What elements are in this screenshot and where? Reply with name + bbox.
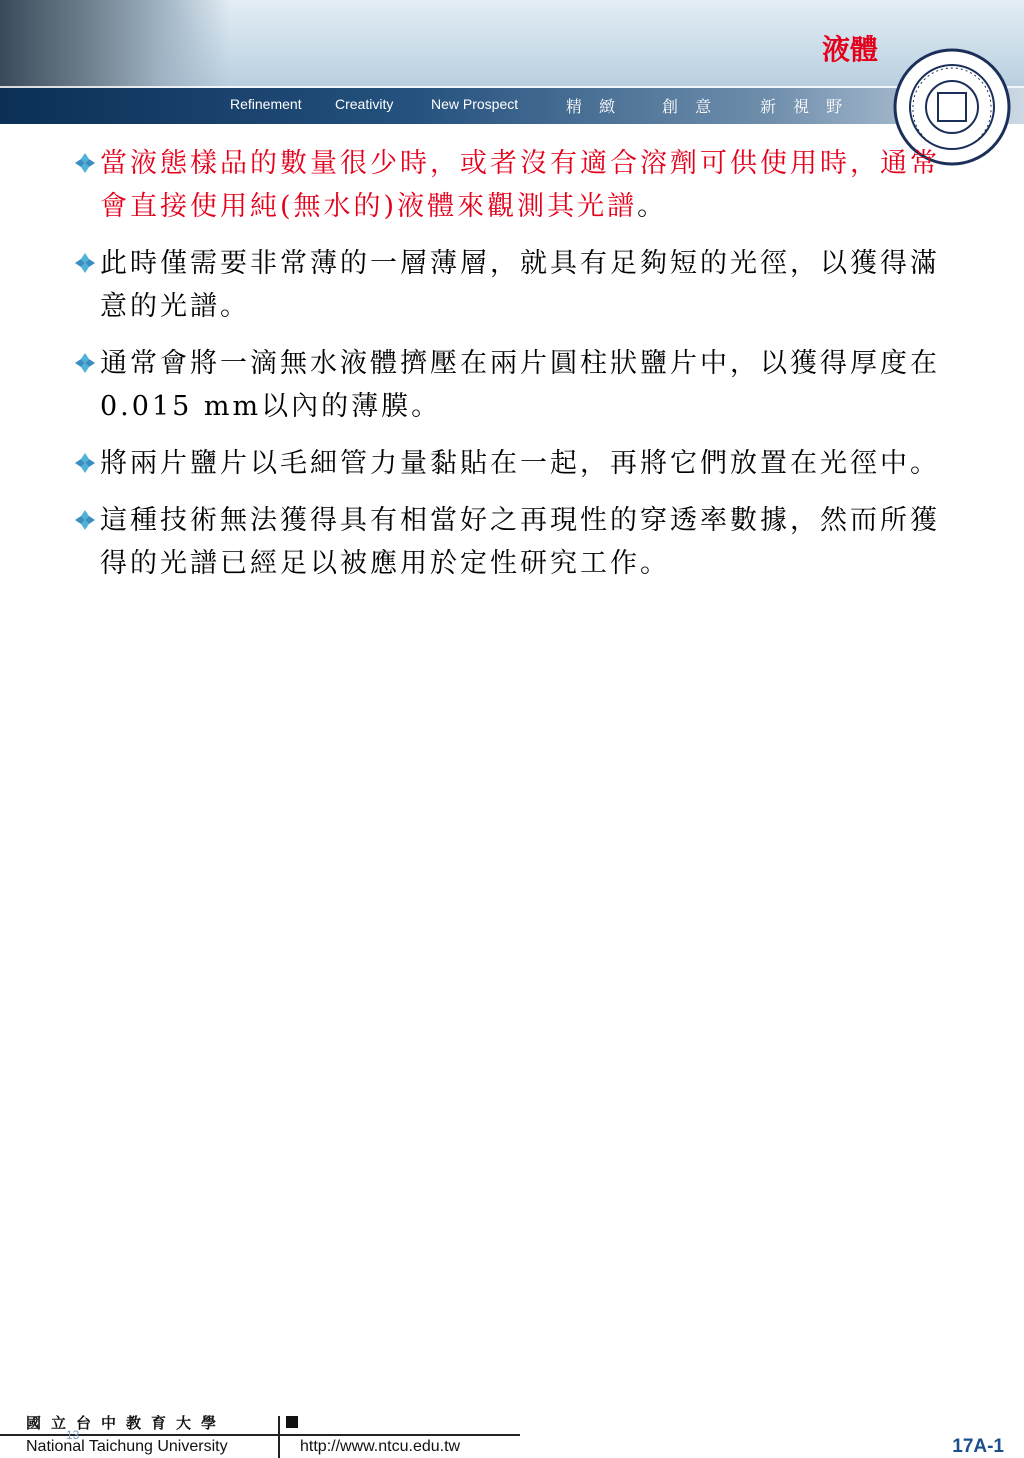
diamond-bullet-icon (70, 342, 100, 374)
slide-footer (0, 700, 1024, 1457)
slide-code: 17A-1 (952, 1436, 1004, 1457)
bullet-red-text: 當液態樣品的數量很少時，或者沒有適合溶劑可供使用時，通常會直接使用純(無水的)液體來觀測其光譜 (100, 148, 940, 222)
page-title: 液體 (821, 33, 878, 66)
university-name-cn: 國立台中教育大學 (26, 1414, 227, 1432)
footer-vertical-bar (278, 1416, 280, 1458)
list-item (70, 242, 950, 328)
diamond-bullet-icon (70, 499, 100, 531)
slide-number: 13 (66, 1428, 80, 1442)
bullet-text: 通常會將一滴無水液體擠壓在兩片圓柱狀鹽片中，以獲得厚度在0.015 mm以內的薄膜。 (100, 348, 940, 422)
slogan-new-prospect: New Prospect (431, 96, 519, 112)
list-item (70, 142, 950, 228)
slide-header (0, 0, 1024, 124)
list-item (70, 499, 950, 585)
bullet-text: 將兩片鹽片以毛細管力量黏貼在一起，再將它們放置在光徑中。 (100, 448, 940, 479)
footer-square-icon (286, 1416, 298, 1428)
bullet-text (100, 142, 950, 228)
bullet-text: 這種技術無法獲得具有相當好之再現性的穿透率數據，然而所獲得的光譜已經足以被應用於定性研究工作。 (100, 505, 940, 579)
university-name-en: National Taichung University (26, 1438, 228, 1455)
diamond-bullet-icon (70, 242, 100, 274)
list-item (70, 442, 950, 485)
header-photo (0, 0, 230, 90)
slogan-refinement: Refinement (230, 96, 302, 112)
list-item (70, 342, 950, 428)
slogan-cn-3: 新 視 野 (760, 97, 849, 116)
slogan-cn-2: 創 意 (662, 97, 718, 116)
diamond-bullet-icon (70, 142, 100, 174)
slogan-cn-1: 精 緻 (566, 97, 622, 116)
diamond-bullet-icon (70, 442, 100, 474)
bullet-list (70, 142, 950, 599)
bullet-punctuation: 。 (637, 191, 668, 222)
bullet-text: 此時僅需要非常薄的一層薄層，就具有足夠短的光徑，以獲得滿意的光譜。 (100, 248, 940, 322)
university-url: http://www.ntcu.edu.tw (300, 1438, 461, 1455)
slogan-creativity: Creativity (335, 96, 394, 112)
